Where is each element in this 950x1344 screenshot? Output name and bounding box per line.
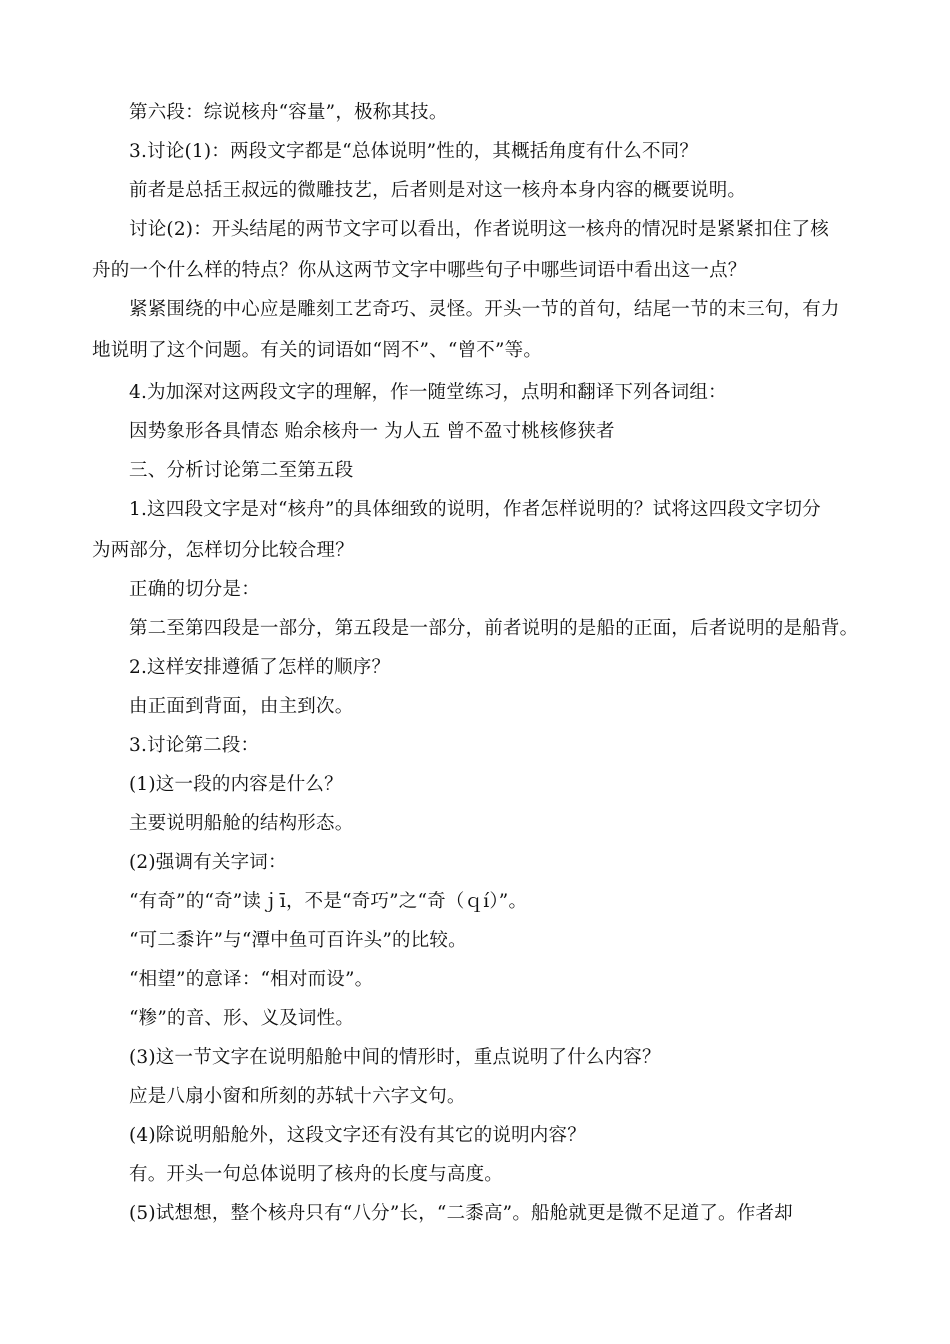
paragraph-line: 正确的切分是： [129,579,260,600]
paragraph-line: 为两部分，怎样切分比较合理？ [92,540,354,561]
paragraph-line: (3)这一节文字在说明船舱中间的情形时，重点说明了什么内容？ [129,1047,661,1068]
paragraph-line: 3.讨论(1)：两段文字都是“总体说明”性的，其概括角度有什么不同？ [129,141,699,162]
paragraph-line: “有奇”的“奇”读ｊī，不是“奇巧”之“奇（ｑí）”。 [129,891,528,912]
paragraph-line: 地说明了这个问题。有关的词语如“罔不”、“曾不”等。 [92,340,543,361]
paragraph-line: 第六段：综说核舟“容量”，极称其技。 [129,102,448,123]
paragraph-line: (4)除说明船舱外，这段文字还有没有其它的说明内容？ [129,1125,586,1146]
section-heading: 三、分析讨论第二至第五段 [129,460,354,481]
paragraph-line: (1)这一段的内容是什么？ [129,774,343,795]
paragraph-line: (2)强调有关字词： [129,852,287,873]
paragraph-line: 4.为加深对这两段文字的理解，作一随堂练习，点明和翻译下列各词组： [129,382,727,403]
paragraph-line: “相望”的意译：“相对而设”。 [129,969,374,990]
paragraph-line: 紧紧围绕的中心应是雕刻工艺奇巧、灵怪。开头一节的首句，结尾一节的末三句，有力 [129,299,840,320]
paragraph-line: 讨论(2)：开头结尾的两节文字可以看出，作者说明这一核舟的情况时是紧紧扣住了核 [129,219,830,240]
paragraph-line: 因势象形各具情态 贻余核舟一 为人五 曾不盈寸桃核修狭者 [129,421,615,442]
paragraph-line: 第二至第四段是一部分，第五段是一部分，前者说明的是船的正面，后者说明的是船背。 [129,618,859,639]
paragraph-line: 前者是总括王叔远的微雕技艺，后者则是对这一核舟本身内容的概要说明。 [129,180,747,201]
paragraph-line: 2.这样安排遵循了怎样的顺序？ [129,657,391,678]
paragraph-line: 应是八扇小窗和所刻的苏轼十六字文句。 [129,1086,466,1107]
paragraph-line: 由正面到背面，由主到次。 [129,696,354,717]
paragraph-line: 有。开头一句总体说明了核舟的长度与高度。 [129,1164,504,1185]
paragraph-line: 1.这四段文字是对“核舟”的具体细致的说明，作者怎样说明的？试将这四段文字切分 [129,499,821,520]
paragraph-line: “可二黍许”与“潭中鱼可百许头”的比较。 [129,930,467,951]
paragraph-line: “糁”的音、形、义及词性。 [129,1008,355,1029]
paragraph-line: 舟的一个什么样的特点？你从这两节文字中哪些句子中哪些词语中看出这一点？ [92,260,747,281]
paragraph-line: 主要说明船舱的结构形态。 [129,813,354,834]
paragraph-line: 3.讨论第二段： [129,735,260,756]
paragraph-line: (5)试想想，整个核舟只有“八分”长，“二黍高”。船舱就更是微不足道了。作者却 [129,1203,793,1224]
